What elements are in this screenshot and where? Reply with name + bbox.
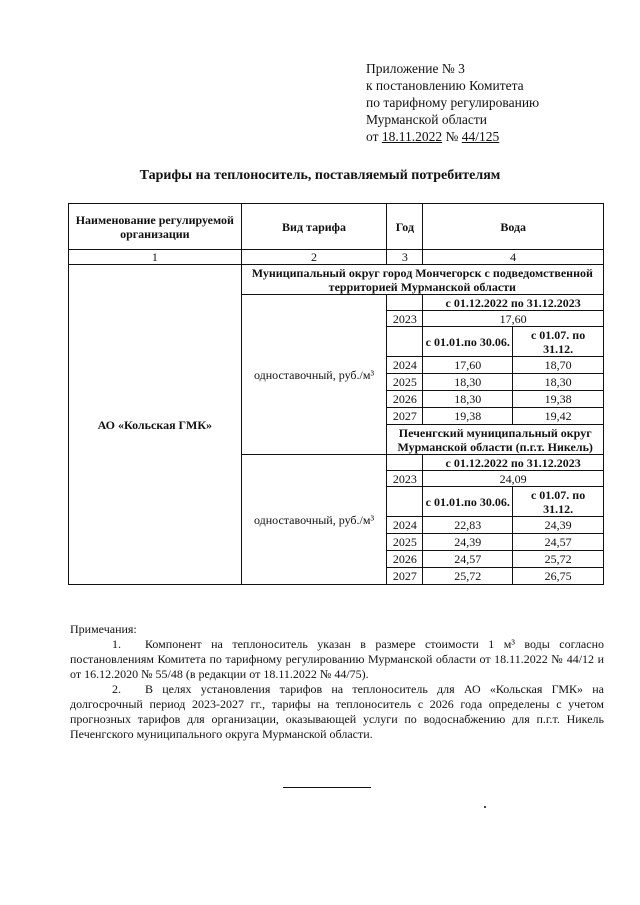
year-cell: 2027	[387, 408, 423, 425]
resolution-number: 44/125	[461, 129, 500, 144]
year-cell: 2025	[387, 534, 423, 551]
from-label: от	[366, 129, 382, 144]
year-cell: 2025	[387, 374, 423, 391]
value-h2: 24,57	[513, 534, 604, 551]
header-organization: Наименование регулируемой организации	[69, 204, 242, 250]
header-year: Год	[387, 204, 423, 250]
year-cell: 2024	[387, 357, 423, 374]
value-h1: 25,72	[423, 568, 513, 585]
signature-line	[283, 787, 371, 788]
value-h1: 17,60	[423, 357, 513, 374]
region-title: Печенгский муниципальный округ Мурманской области (п.г.т. Никель)	[387, 425, 604, 455]
empty-year-cell	[387, 455, 423, 471]
scan-speck	[484, 806, 486, 808]
appendix-line-2: к постановлению Комитета	[366, 78, 524, 93]
value-h2: 24,39	[513, 517, 604, 534]
half1-header: с 01.01.по 30.06.	[423, 327, 513, 357]
value-h1: 22,83	[423, 517, 513, 534]
col-number-1: 1	[69, 250, 242, 265]
note-2: 2. В целях установления тарифов на теплоноситель для АО «Кольская ГМК» на долгосрочный период 2023-2027 гг., тарифы на теплоноситель с 2026 года определены с учетом прогнозных тарифов для организации, оказывающей услуги по водоснабжению для п.г.т. Никель Печенгского муниципального округа Мурманской области.	[70, 682, 604, 741]
document-title: Тарифы на теплоноситель, поставляемый потребителям	[139, 168, 501, 183]
half2-header: с 01.07. по 31.12.	[513, 327, 604, 357]
value-h2: 26,75	[513, 568, 604, 585]
year-cell: 2023	[387, 311, 423, 327]
value-h2: 18,70	[513, 357, 604, 374]
period-header: с 01.12.2022 по 31.12.2023	[423, 455, 604, 471]
column-numbers-row	[69, 250, 604, 265]
tariff-type-cell: одноставочный, руб./м³	[241, 295, 387, 455]
year-cell: 2026	[387, 391, 423, 408]
year-cell: 2026	[387, 551, 423, 568]
year-cell: 2024	[387, 517, 423, 534]
value-2023: 24,09	[423, 471, 604, 487]
notes-block	[70, 622, 604, 742]
appendix-block	[366, 60, 539, 145]
year-cell: 2027	[387, 568, 423, 585]
col-number-3: 3	[387, 250, 423, 265]
value-h1: 24,57	[423, 551, 513, 568]
resolution-date: 18.11.2022	[381, 129, 443, 144]
organization-name: АО «Кольская ГМК»	[69, 265, 242, 585]
notes-heading: Примечания:	[70, 622, 137, 636]
value-h1: 18,30	[423, 391, 513, 408]
appendix-line-5	[366, 128, 539, 145]
number-label: №	[442, 129, 462, 144]
header-water: Вода	[423, 204, 604, 250]
tariff-type-cell: одноставочный, руб./м³	[241, 455, 387, 585]
empty-year-cell	[387, 487, 423, 517]
value-h2: 18,30	[513, 374, 604, 391]
half2-header: с 01.07. по 31.12.	[513, 487, 604, 517]
value-h2: 19,38	[513, 391, 604, 408]
half1-header: с 01.01.по 30.06.	[423, 487, 513, 517]
tariff-table	[68, 203, 604, 585]
note-1: 1. Компонент на теплоноситель указан в размере стоимости 1 м³ воды согласно постановлениям Комитета по тарифному регулированию Мурманской области от 18.11.2022 № 44/12 и от 16.12.2020 № 55/48 (в редакции от 18.11.2022 № 44/75).	[70, 637, 604, 681]
empty-year-cell	[387, 327, 423, 357]
value-h1: 18,30	[423, 374, 513, 391]
col-number-2: 2	[241, 250, 387, 265]
value-h2: 25,72	[513, 551, 604, 568]
header-tariff-type: Вид тарифа	[241, 204, 387, 250]
table-header-row	[69, 204, 604, 250]
col-number-4: 4	[423, 250, 604, 265]
region-row	[69, 265, 604, 295]
empty-year-cell	[387, 295, 423, 311]
value-h1: 24,39	[423, 534, 513, 551]
value-h2: 19,42	[513, 408, 604, 425]
value-2023: 17,60	[423, 311, 604, 327]
appendix-line-1: Приложение № 3	[366, 61, 465, 76]
appendix-line-3: по тарифному регулированию	[366, 95, 540, 110]
appendix-line-4: Мурманской области	[366, 112, 487, 127]
value-h1: 19,38	[423, 408, 513, 425]
period-header: с 01.12.2022 по 31.12.2023	[423, 295, 604, 311]
year-cell: 2023	[387, 471, 423, 487]
region-title: Муниципальный округ город Мончегорск с подведомственной территорией Мурманской области	[241, 265, 603, 295]
